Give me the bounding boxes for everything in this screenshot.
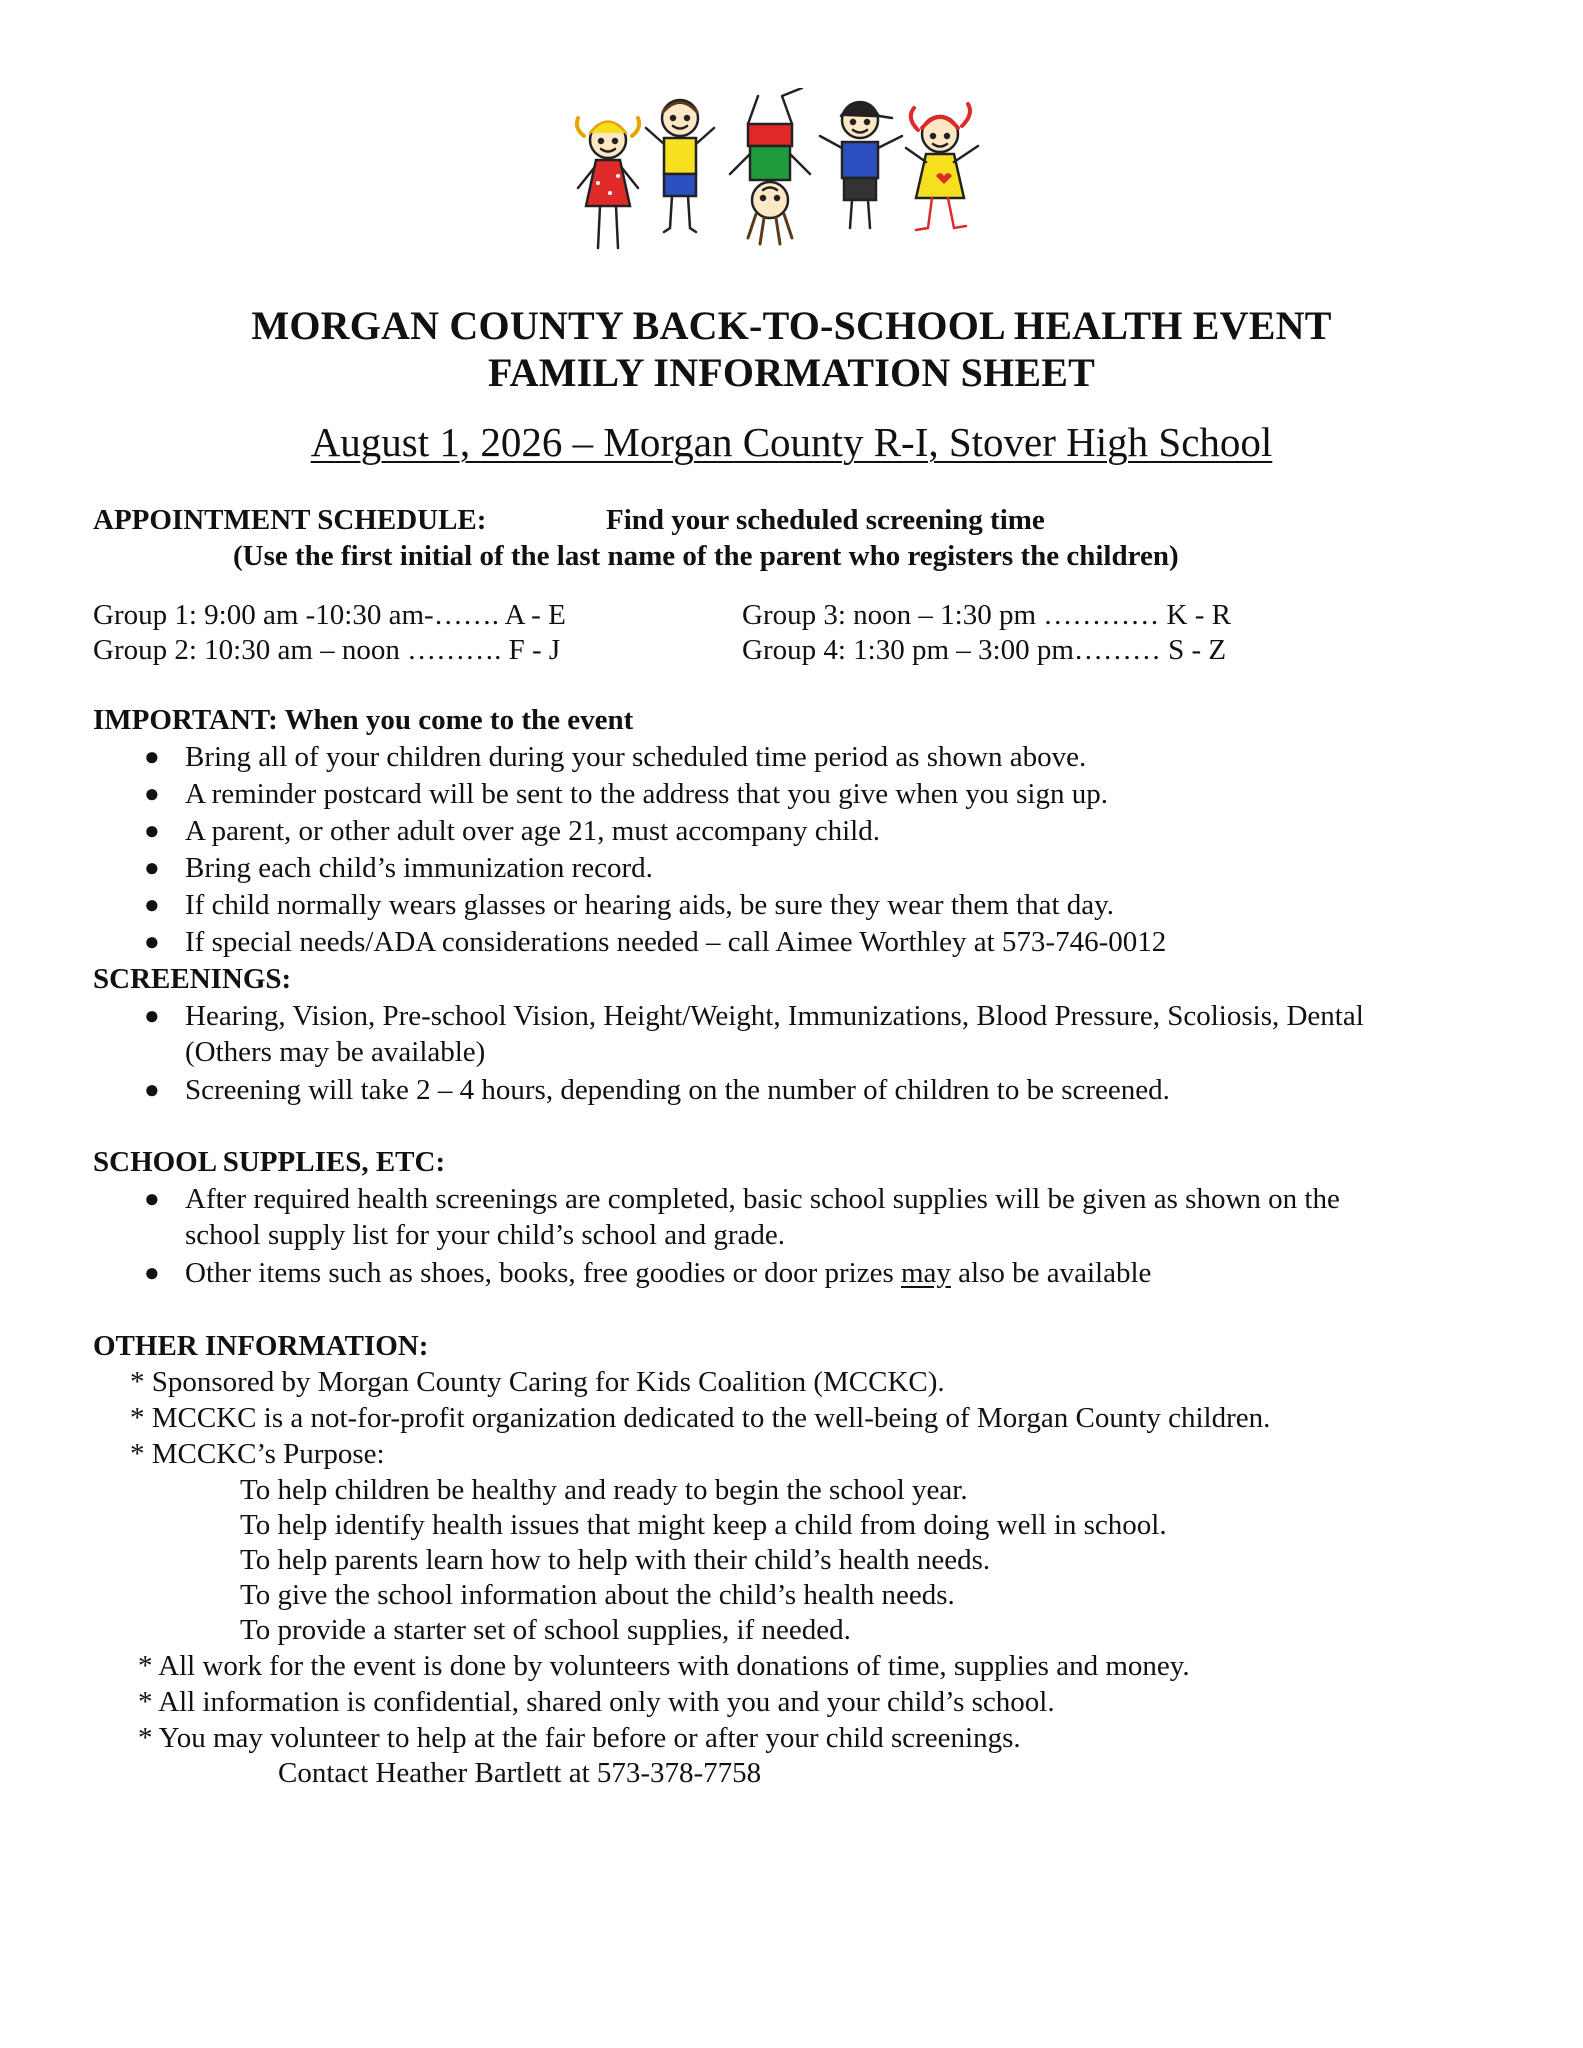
purpose-item: To help children be healthy and ready to begin the school year. (240, 1474, 968, 1506)
group-3-schedule: Group 3: noon – 1:30 pm ………… K - R (742, 599, 1231, 631)
girl-figure-icon (577, 118, 639, 248)
bullet-icon: ● (144, 742, 160, 771)
event-date-location (0, 418, 1583, 466)
supplies-item-2-after: also be available (950, 1257, 1152, 1289)
appointment-note: (Use the first initial of the last name of the parent who registers the children) (233, 540, 1179, 572)
purpose-item: To give the school information about the child’s health needs. (240, 1579, 955, 1611)
important-item: Bring all of your children during your scheduled time period as shown above. (185, 741, 1087, 773)
supplies-item-1-line-1: After required health screenings are completed, basic school supplies will be given as shown on the (185, 1183, 1340, 1215)
purpose-item: To help parents learn how to help with their child’s health needs. (240, 1544, 991, 1576)
group-1-schedule: Group 1: 9:00 am -10:30 am-……. A - E (93, 599, 566, 631)
important-item: A parent, or other adult over age 21, must accompany child. (185, 815, 880, 847)
bullet-icon: ● (144, 890, 160, 919)
screenings-heading: SCREENINGS: (93, 963, 292, 995)
purpose-item: To help identify health issues that might keep a child from doing well in school. (240, 1509, 1167, 1541)
supplies-item-2-before: Other items such as shoes, books, free goodies or door prizes (185, 1257, 901, 1289)
screenings-item-1-line-2: (Others may be available) (185, 1036, 486, 1068)
other-contact: Contact Heather Bartlett at 573-378-7758 (278, 1757, 762, 1789)
important-heading-rest: When you come to the event (284, 704, 634, 736)
other-confidential: * All information is confidential, shared only with you and your child’s school. (138, 1686, 1055, 1718)
bullet-icon: ● (144, 853, 160, 882)
upside-down-child-icon (730, 88, 810, 244)
supplies-heading: SCHOOL SUPPLIES, ETC: (93, 1146, 446, 1178)
bullet-icon: ● (144, 816, 160, 845)
other-volunteer-invite: * You may volunteer to help at the fair before or after your child screenings. (138, 1722, 1021, 1754)
children-cartoon-icon (570, 88, 1020, 258)
boy-yellow-shirt-icon (646, 100, 714, 232)
appointment-heading: APPOINTMENT SCHEDULE: (93, 504, 487, 536)
group-2-schedule: Group 2: 10:30 am – noon ………. F - J (93, 634, 561, 666)
screenings-item-1-line-1: Hearing, Vision, Pre-school Vision, Height/Weight, Immunizations, Blood Pressure, Scoliosis, Dental (185, 1000, 1364, 1032)
important-item: A reminder postcard will be sent to the address that you give when you sign up. (185, 778, 1108, 810)
title-line-2: FAMILY INFORMATION SHEET (487, 350, 1096, 395)
important-label: IMPORTANT: (93, 704, 278, 736)
girl-yellow-dress-icon (906, 104, 978, 230)
bullet-icon: ● (144, 1258, 160, 1287)
supplies-item-1-line-2: school supply list for your child’s school and grade. (185, 1219, 786, 1251)
bullet-icon: ● (144, 1184, 160, 1213)
important-item: If special needs/ADA considerations needed – call Aimee Worthley at 573-746-0012 (185, 926, 1167, 958)
bullet-icon: ● (144, 927, 160, 956)
screenings-item-2: Screening will take 2 – 4 hours, depending on the number of children to be screened. (185, 1074, 1170, 1106)
group-4-schedule: Group 4: 1:30 pm – 3:00 pm……… S - Z (742, 634, 1227, 666)
appointment-subheading: Find your scheduled screening time (606, 504, 1045, 536)
other-heading: OTHER INFORMATION: (93, 1330, 429, 1362)
supplies-item-2-emphasis: may (900, 1257, 951, 1289)
important-item: If child normally wears glasses or hearing aids, be sure they wear them that day. (185, 889, 1115, 921)
other-volunteers: * All work for the event is done by volunteers with donations of time, supplies and money. (138, 1650, 1190, 1682)
important-item: Bring each child’s immunization record. (185, 852, 653, 884)
other-nonprofit: * MCCKC is a not-for-profit organization dedicated to the well-being of Morgan County children. (130, 1402, 1271, 1434)
bullet-icon: ● (144, 1001, 160, 1030)
bullet-icon: ● (144, 779, 160, 808)
purpose-item: To provide a starter set of school supplies, if needed. (240, 1614, 851, 1646)
event-date-location-text: August 1, 2026 – Morgan County R-I, Stover High School (310, 419, 1273, 465)
title-line-1: MORGAN COUNTY BACK-TO-SCHOOL HEALTH EVENT (251, 303, 1332, 348)
important-heading (93, 702, 633, 738)
boy-blue-shirt-icon (820, 102, 902, 228)
bullet-icon: ● (144, 1075, 160, 1104)
supplies-item-2 (185, 1255, 1151, 1291)
other-sponsored: * Sponsored by Morgan County Caring for Kids Coalition (MCCKC). (130, 1366, 945, 1398)
other-purpose-label: * MCCKC’s Purpose: (130, 1438, 385, 1470)
